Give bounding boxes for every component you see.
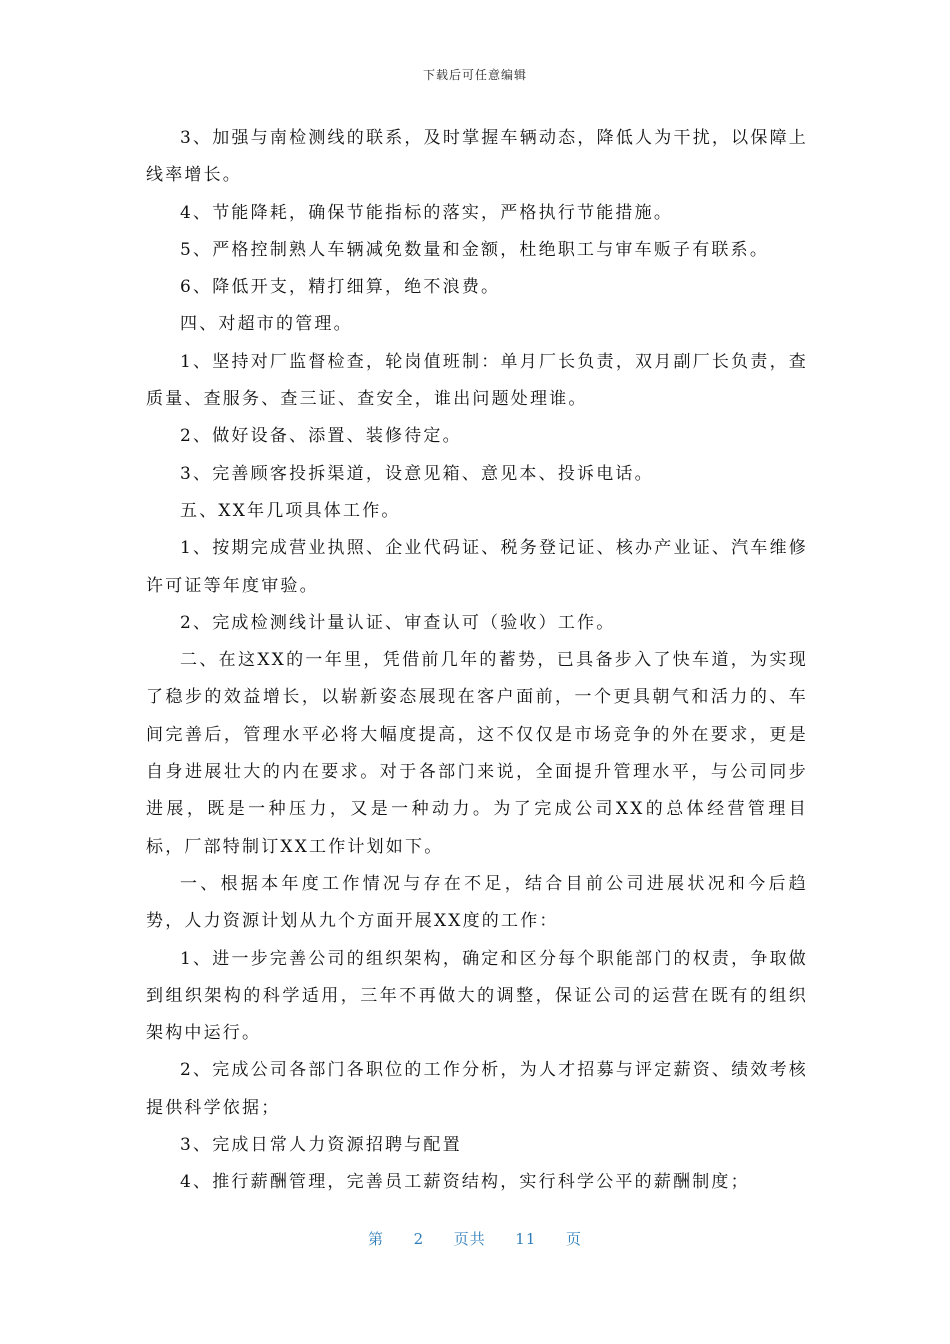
- section-heading: 五、XX年几项具体工作。: [180, 500, 401, 521]
- document-body: [146, 120, 808, 1202]
- footer-prefix: 第: [368, 1230, 385, 1248]
- current-page-number: 2: [413, 1230, 425, 1248]
- paragraph: 2、完成公司各部门各职位的工作分析，为人才招募与评定薪资、绩效考核提供科学依据；: [146, 1060, 808, 1118]
- paragraph: 1、坚持对厂监督检查，轮岗值班制：单月厂长负责，双月副厂长负责，查质量、查服务、查三证、查安全，谁出问题处理谁。: [146, 351, 808, 410]
- footer-suffix: 页: [565, 1230, 582, 1248]
- total-pages-number: 11: [515, 1230, 537, 1248]
- paragraph: 3、加强与南检测线的联系，及时掌握车辆动态，降低人为干扰，以保障上线率增长。: [146, 128, 808, 186]
- paragraph: 4、推行薪酬管理，完善员工薪资结构，实行科学公平的薪酬制度；: [180, 1172, 750, 1193]
- paragraph: 6、降低开支，精打细算，绝不浪费。: [180, 277, 501, 298]
- footer-middle: 页共: [453, 1230, 486, 1248]
- paragraph: 3、完成日常人力资源招聘与配置: [180, 1135, 462, 1156]
- paragraph: 1、按期完成营业执照、企业代码证、税务登记证、核办产业证、汽车维修许可证等年度审验。: [146, 538, 808, 596]
- paragraph: 4、节能降耗，确保节能指标的落实，严格执行节能措施。: [180, 202, 674, 223]
- paragraph: 1、进一步完善公司的组织架构，确定和区分每个职能部门的权责，争取做到组织架构的科学适用，三年不再做大的调整，保证公司的运营在既有的组织架构中运行。: [146, 948, 808, 1044]
- paragraph: 一、根据本年度工作情况与存在不足，结合目前公司进展状况和今后趋势，人力资源计划从九个方面开展XX度的工作：: [146, 873, 808, 932]
- paragraph: 3、完善顾客投拆渠道，设意见箱、意见本、投诉电话。: [180, 463, 654, 484]
- paragraph: 二、在这XX的一年里，凭借前几年的蓄势，已具备步入了快车道，为实现了稳步的效益增长，以崭新姿态展现在客户面前，一个更具朝气和活力的、车间完善后，管理水平必将大幅度提高，这不仅仅是市场竞争的外在要求，更是自身进展壮大的内在要求。对于各部门来说，全面提升管理水平，与公司同步进展，既是一种压力，又是一种动力。为了完成公司XX的总体经营管理目标，厂部特制订XX工作计划如下。: [146, 650, 808, 857]
- page-footer: [0, 1228, 950, 1249]
- header-note: 下载后可任意编辑: [422, 68, 527, 82]
- paragraph: 5、严格控制熟人车辆减免数量和金额，杜绝职工与审车贩子有联系。: [180, 239, 770, 260]
- paragraph: 2、完成检测线计量认证、审查认可（验收）工作。: [180, 612, 616, 633]
- section-heading: 四、对超市的管理。: [180, 314, 353, 335]
- paragraph: 2、做好设备、添置、装修待定。: [180, 426, 462, 447]
